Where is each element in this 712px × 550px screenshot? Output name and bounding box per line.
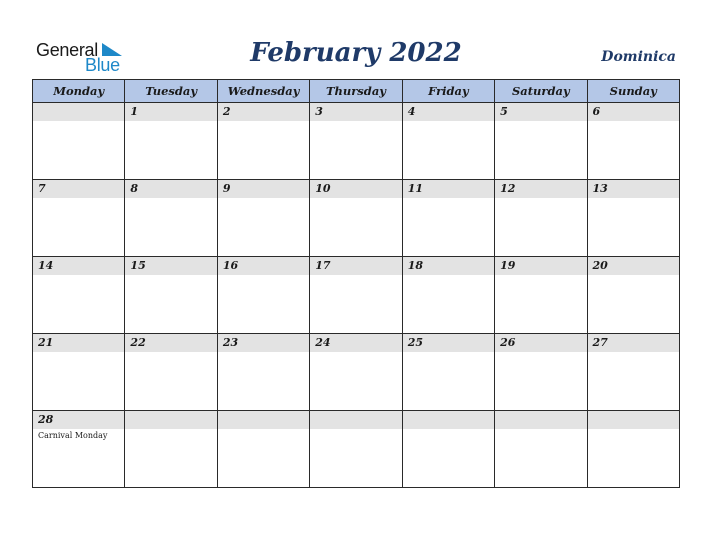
day-number: 13 bbox=[592, 182, 608, 195]
day-cell bbox=[33, 103, 125, 180]
day-number: 8 bbox=[130, 182, 139, 195]
week-row bbox=[33, 180, 680, 257]
day-cell bbox=[217, 411, 309, 488]
weekday-header: Saturday bbox=[495, 80, 587, 103]
day-cell bbox=[587, 411, 679, 488]
day-number: 23 bbox=[222, 336, 239, 349]
week-row bbox=[33, 334, 680, 411]
day-number: 7 bbox=[38, 182, 46, 195]
calendar-grid bbox=[32, 79, 680, 488]
day-cell bbox=[587, 103, 679, 180]
day-number: 17 bbox=[315, 259, 331, 272]
day-cell bbox=[310, 334, 402, 411]
day-cell bbox=[125, 257, 217, 334]
day-cell bbox=[402, 103, 494, 180]
day-cell bbox=[495, 334, 587, 411]
day-cell bbox=[33, 257, 125, 334]
day-cell bbox=[402, 257, 494, 334]
weekday-header: Monday bbox=[33, 80, 125, 103]
country-label: Dominica bbox=[601, 49, 676, 65]
week-row bbox=[33, 411, 680, 488]
day-cell bbox=[125, 411, 217, 488]
day-cell bbox=[495, 257, 587, 334]
day-cell bbox=[495, 411, 587, 488]
day-number: 15 bbox=[130, 259, 146, 272]
day-cell bbox=[33, 334, 125, 411]
holiday-label: Carnival Monday bbox=[38, 431, 108, 440]
day-number: 6 bbox=[592, 105, 601, 118]
day-cell bbox=[310, 411, 402, 488]
day-cell bbox=[587, 180, 679, 257]
day-cell bbox=[587, 334, 679, 411]
day-cell bbox=[33, 411, 125, 488]
day-number: 27 bbox=[592, 336, 608, 349]
day-number: 25 bbox=[407, 336, 423, 349]
day-cell bbox=[310, 257, 402, 334]
day-number: 20 bbox=[592, 259, 608, 272]
weekday-header: Tuesday bbox=[125, 80, 217, 103]
day-number: 28 bbox=[38, 413, 54, 426]
day-number: 18 bbox=[407, 259, 423, 272]
day-cell bbox=[587, 257, 679, 334]
weekday-header-row bbox=[33, 80, 680, 103]
day-cell bbox=[125, 180, 217, 257]
day-cell bbox=[310, 103, 402, 180]
day-cell bbox=[125, 334, 217, 411]
day-cell bbox=[310, 180, 402, 257]
day-cell bbox=[402, 334, 494, 411]
day-cell bbox=[495, 180, 587, 257]
weekday-header: Wednesday bbox=[217, 80, 309, 103]
weekday-header: Sunday bbox=[587, 80, 679, 103]
week-row bbox=[33, 257, 680, 334]
day-cell bbox=[217, 103, 309, 180]
day-number: 22 bbox=[130, 336, 146, 349]
day-number: 14 bbox=[38, 259, 54, 272]
day-number: 5 bbox=[500, 105, 508, 118]
day-cell bbox=[217, 180, 309, 257]
week-row bbox=[33, 103, 680, 180]
day-number: 10 bbox=[315, 182, 331, 195]
logo-text-general: General bbox=[36, 40, 98, 60]
day-cell bbox=[217, 334, 309, 411]
day-cell bbox=[33, 180, 125, 257]
day-cell bbox=[495, 103, 587, 180]
day-cell bbox=[402, 411, 494, 488]
day-number: 3 bbox=[315, 105, 323, 118]
weekday-header: Thursday bbox=[310, 80, 402, 103]
day-number: 11 bbox=[407, 182, 423, 195]
weekday-header: Friday bbox=[402, 80, 494, 103]
day-cell bbox=[125, 103, 217, 180]
day-number: 16 bbox=[222, 259, 239, 272]
day-number: 2 bbox=[222, 105, 231, 118]
logo-text-blue: Blue bbox=[85, 55, 120, 75]
day-number: 26 bbox=[500, 336, 516, 349]
day-number: 9 bbox=[222, 182, 231, 195]
day-number: 1 bbox=[130, 105, 139, 118]
day-cell bbox=[217, 257, 309, 334]
day-number: 12 bbox=[500, 182, 516, 195]
day-number: 19 bbox=[500, 259, 516, 272]
day-number: 24 bbox=[315, 336, 331, 349]
day-number: 21 bbox=[38, 336, 54, 349]
calendar-title: February 2022 bbox=[250, 38, 462, 68]
day-number: 4 bbox=[407, 105, 416, 118]
day-cell bbox=[402, 180, 494, 257]
